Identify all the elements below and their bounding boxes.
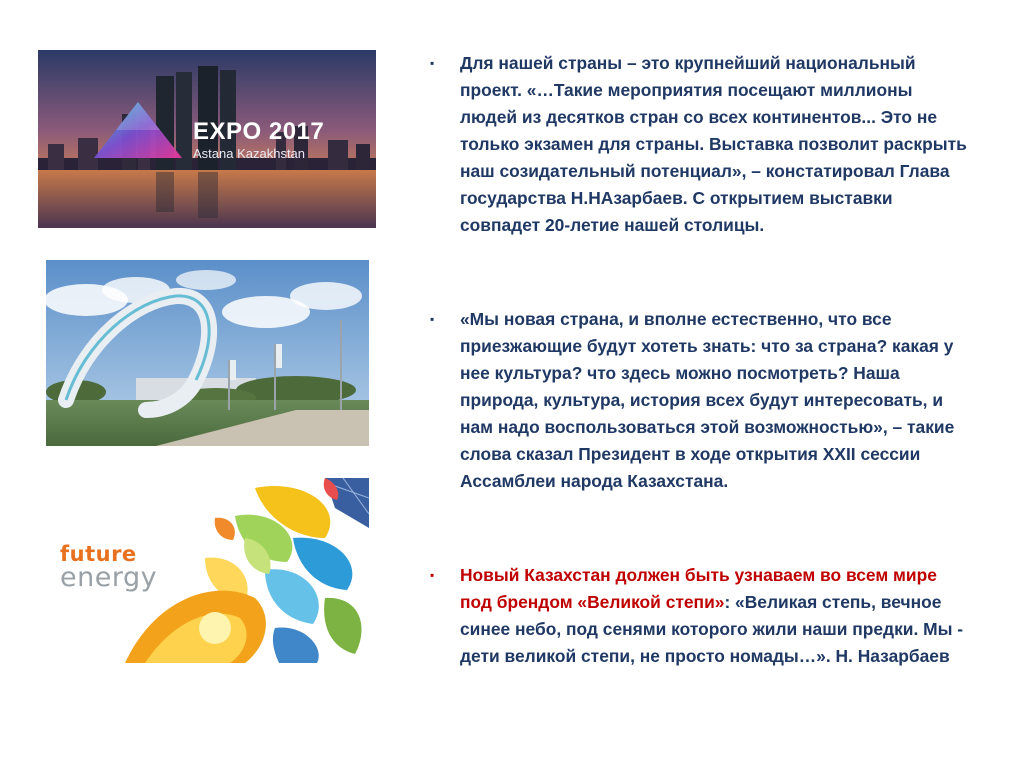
highlighted-text: Новый Казахстан должен быть узнаваем во всем мире под брендом «Великой степи» <box>460 565 937 612</box>
paragraph-text: «Мы новая страна, и вполне естественно, что все приезжающие будут хотеть знать: что за страна? какая у нее культура? что здесь можно посмотреть? Наша природа, культура, история всех будут интересовать, и нам надо воспользоваться этой возможностью», – такие слова сказал Президент в ходе открытия XXII сессии Ассамблеи народа Казахстана. <box>460 309 955 491</box>
expo-arch-image <box>46 260 369 446</box>
bullet-marker: ▪ <box>430 312 435 326</box>
paragraph-new-country-quote <box>428 306 968 495</box>
expo-arch-illustration <box>46 260 369 446</box>
energy-word: energy <box>60 562 158 593</box>
expo-subtitle: Astana Kazakhstan <box>193 146 306 161</box>
paragraph-great-steppe <box>428 562 968 670</box>
expo-2017-image <box>38 50 376 228</box>
bullet-marker: ▪ <box>430 56 435 70</box>
future-word: future <box>60 542 137 566</box>
future-energy-image <box>25 478 369 663</box>
paragraph-expo-national-project <box>428 50 968 239</box>
paragraph-text: : «Великая степь, вечное синее небо, под сенями которого жили наши предки. Мы - дети великой степи, не просто номады…». Н. Назарбаев <box>460 592 964 666</box>
paragraph-text: Для нашей страны – это крупнейший национальный проект. «…Такие мероприятия посещают миллионы людей из десятков стран со всех континентов... Это не только экзамен для страны. Выставка позволит раскрыть наш созидательный потенциал», – констатировал Глава государства Н.НАзарбаев. С открытием выставки совпадет 20-летие нашей столицы. <box>460 53 967 235</box>
bullet-marker: ▪ <box>430 568 435 582</box>
expo-title: EXPO 2017 <box>193 118 325 145</box>
